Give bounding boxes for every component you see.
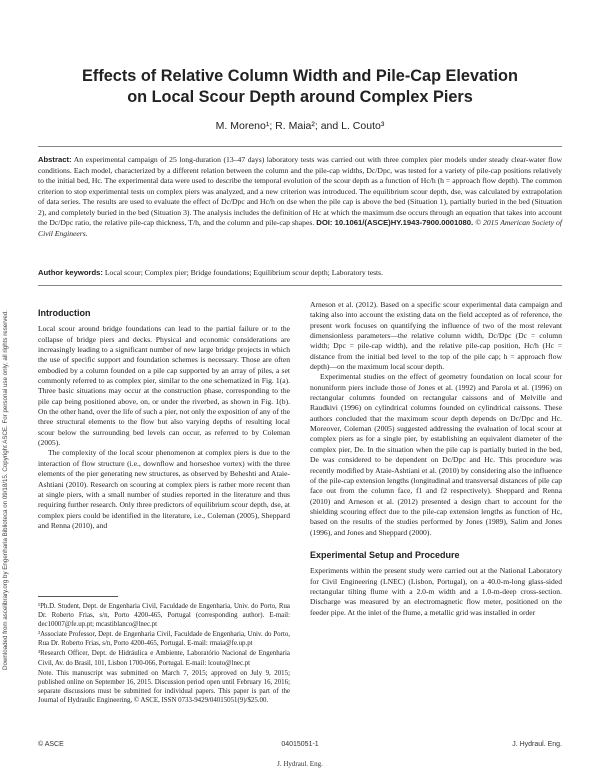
title-line-2: on Local Scour Depth around Complex Piers [127,88,473,106]
abstract-text: An experimental campaign of 25 long-duration (13–47 days) laboratory tests was carried out with three complex pier models under steady clear-water flow conditions. Each model, characterized by a different relation between the column and the pile-cap widths, Dc/Dpc, was tested for a variety of pile-cap positions relatively to the initial bed, Hc. The experimental data were used to describe the temporal evolution of the scour depth as a function of Hc/h (h = approach flow depth). The common criterion to stop experimental tests on complex piers was analyzed, and a new criterion was introduced. The equilibrium scour depth, dse, was calculated by extrapolation of data series. The results are used to evaluate the effect of Dc/Dpc and Hc/h on dse when the pile cap is above the bed (Situation 1), partially buried in the bed (Situation 2), and completely buried in the bed (Situation 3). The analysis includes the definition of Hc at which the maximum dse occurs through an equation that takes into account the Dc/Dpc ratio, the relative pile-cap thickness, T/h, and the column and pile-cap shapes. [38,155,562,227]
divider-top [38,146,562,147]
author-keywords [38,268,562,279]
right-paragraph-1: Arneson et al. (2012). Based on a specific scour experimental data campaign and taking also into account the existing data on the field accepted as of reference, the present work focuses on quantifying the influence of two of the most relevant dimensionless parameters—the relative column width, Dc/Dpc (Dc = column width; Dpc = pile-cap width), and the relative pile-cap position, Hc/h (Hc = distance from the initial bed level to the top of the pile cap; h = approach flow depth)—on the maximum local scour depth. [310,300,562,372]
keywords-text: Local scour; Complex pier; Bridge foundations; Equilibrium scour depth; Laboratory tests. [104,268,384,277]
submission-note: Note. This manuscript was submitted on March 7, 2015; approved on July 9, 2015; published online on September 16, 2015. Discussion period open until February 16, 2016; separate discussions must be submitted for individual papers. This paper is part of the Journal of Hydraulic Engineering, © ASCE, ISSN 0733-9429/04015051(9)/$25.00. [38,669,290,704]
right-paragraph-2: Experimental studies on the effect of geometry foundation on local scour for nonuniform piers include those of Jones et al. (1992) and Parola et al. (1996) on rectangular columns founded on rectangular caissons and of Melville and Raudkivi (1996) on cylindrical columns founded on cylindrical caissons. These authors concluded that the maximum scour depth depends on Dc/Dpc and Hc. Moreover, Coleman (2005) suggested addressing the evaluation of local scour at complex piers as for a single pier, by establishing an equivalent diameter of the complex pier, De. In the situation when the pile cap is partially buried in the bed, De was considered to be dependent on Dc/Dpc and Hc. This procedure was recently modified by Ataie-Ashtiani et al. (2010) by considering also the influence of the pile-cap extension lengths (longitudinal and transversal distances of pile cap face out from the column face, f1 and f2 respectively). Sheppard and Renna (2010) and Arneson et al. (2012) presented a design chart to account for the shielding scouring effect due to the pile-cap extension lengths as function of Hc, based on the results of the studies performed by Jones (1989), Salim and Jones (1996), and Jones and Sheppard (2000). [310,372,562,537]
footnotes [38,602,290,706]
setup-heading: Experimental Setup and Procedure [310,549,460,560]
journal-bottom-label: J. Hydraul. Eng. [277,760,323,768]
divider-bottom [38,285,562,286]
abstract-copyright: © 2015 American Society of Civil Engineers. [38,218,562,238]
footnote-3: ³Research Officer, Dept. de Hidráulica e Ambiente, Laboratório Nacional de Engenharia Civil, Av. do Brasil, 101, Lisbon 1700-066, Portugal. E-mail: lcouto@lnec.pt [38,650,290,667]
right-paragraph-3: Experiments within the present study were carried out at the National Laboratory for Civil Engineering (LNEC) (Lisbon, Portugal), on a 40.0-m-long glass-sided rectangular tilting flume with a 2.0-m width and a 1.0-m-deep cross-section. Discharge was measured by an electromagnetic flow meter, positioned on the feeder pipe. At the inlet of the flume, a metallic grid was installed in order [310,566,562,617]
keywords-label: Author keywords: [38,268,103,277]
right-column [310,300,562,618]
intro-heading: Introduction [38,308,91,318]
footnote-1: ¹Ph.D. Student, Dept. de Engenharia Civil, Faculdade de Engenharia, Univ. do Porto, Rua Dr. Roberto Frias, s/n, Porto 4200-465, Portugal (corresponding author). E-mail: dec10007@fe.up.pt; mcastiblanco@lnec.pt [38,603,290,629]
paper-title [40,66,560,108]
page-number: 04015051-1 [281,741,319,748]
doi-link[interactable]: DOI: 10.1061/(ASCE)HY.1943-7900.0001080. [316,218,474,227]
intro-paragraph-1: Local scour around bridge foundations can lead to the partial failure or to the collapse of bridge piers and decks. Physical and economic considerations are increasingly leading to a significant number of new large bridge projects in which the use of specific support and foundation schemes is necessary. Those are often embodied by a column founded on a pile cap supported by an array of piles, a set commonly referred to as complex pier, similar to the one schematized in Fig. 1(a). Three basic situations may occur at the construction phase, corresponding to the pile cap being positioned above, on, or under the riverbed, as shown in Fig. 1(b). On the other hand, over the life of such a pier, not only the exposition of any of the three structural elements to the flow but also varying depths of resulting local scour below the surrounding bed levels can occur, as referred to by Coleman (2005). [38,324,290,448]
left-column [38,300,290,531]
download-watermark: Downloaded from ascelibrary.org by Engenharia Biblioteca on 09/18/15. Copyright ASCE. For personal use only; all rights reserved. [2,310,9,670]
intro-paragraph-2: The complexity of the local scour phenomenon at complex piers is due to the interaction of flow structure (i.e., downflow and horseshoe vortex) with the three elements of the pier generating new structures, as observed by Beheshti and Ataie-Ashtiani (2010). Research on scouring at complex piers is rather more recent than at single piers, with a small number of studies reported in the literature and thus requiring further research. Only three predictors of equilibrium scour depth, dse, at complex piers could be identified in the literature, i.e., Coleman (2005), Sheppard and Renna (2010), and [38,448,290,530]
abstract [38,155,562,239]
title-line-1: Effects of Relative Column Width and Pile-Cap Elevation [82,67,518,85]
author-list: M. Moreno¹; R. Maia²; and L. Couto³ [215,120,385,132]
footer-copyright: © ASCE [38,741,64,748]
footnote-divider [38,596,118,597]
footnote-2: ²Associate Professor, Dept. de Engenharia Civil, Faculdade de Engenharia, Univ. do Porto, Rua Dr. Roberto Frias, s/n, Porto 4200-465, Portugal. E-mail: rmaia@fe.up.pt [38,631,290,648]
footer-journal: J. Hydraul. Eng. [512,741,562,748]
page-footer [38,741,562,753]
abstract-label: Abstract: [38,155,72,164]
